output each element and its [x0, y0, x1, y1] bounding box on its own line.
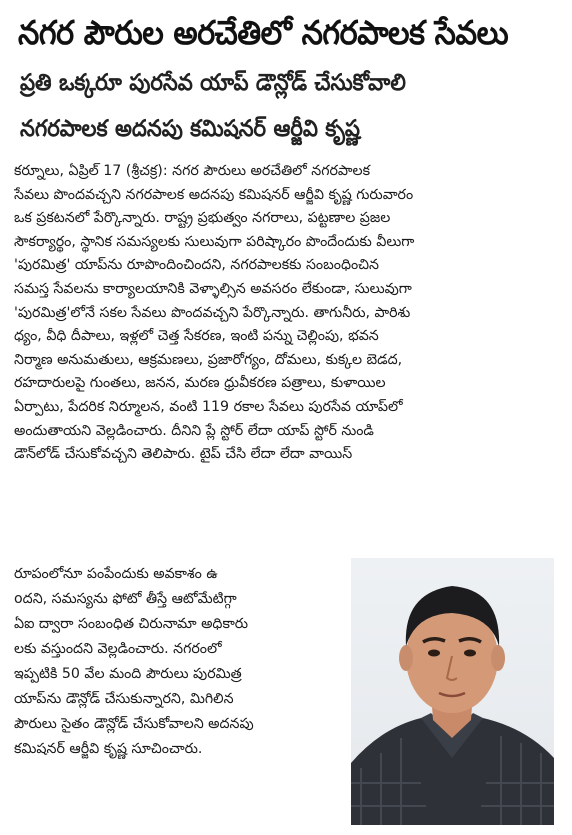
- body-line: కర్నూలు, ఏప్రిల్ 17 (శ్రీచక్ర): నగర పౌరులు అరచేతిలో నగరపాలక: [14, 163, 371, 179]
- commissioner-portrait-photo: [351, 558, 554, 825]
- body-line: పౌరులు సైతం డౌన్లోడ్ చేసుకోవాలని అదనపు: [14, 716, 254, 732]
- article-headline: నగర పౌరుల అరచేతిలో నగరపాలక సేవలు: [18, 13, 509, 52]
- body-line: oదని, సమస్యను ఫోటో తీస్తే ఆటోమేటిగ్గా: [14, 591, 237, 607]
- body-line: ధ్యం, వీధి దీపాలు, ఇళ్లలో చెత్త సేకరణ, ఇంటి పన్ను చెల్లింపు, భవన: [14, 328, 379, 345]
- article-subheadline-1: ప్రతి ఒక్కరూ పురసేవ యాప్ డౌన్లోడ్ చేసుకోవాలి: [20, 70, 406, 96]
- body-line: కమిషనర్ ఆర్జీవి కృష్ణ సూచించారు.: [14, 741, 203, 757]
- body-line: 'పురమిత్ర' యాప్‌ను రూపొందించిందని, నగరపాలకకు సంబంధించిన: [14, 257, 379, 274]
- body-line: ఇప్పటికి 50 వేల మంది పౌరులు పురమిత్ర: [14, 666, 242, 682]
- body-line: సేవలు పొందవచ్చని నగరపాలక అదనపు కమిషనర్ ఆర్జీవి కృష్ణ గురువారం: [14, 186, 414, 203]
- body-line: రహదారులపై గుంతలు, జనన, మరణ ధ్రువీకరణ పత్రాలు, కుళాయిల: [14, 375, 386, 392]
- body-line: 'పురమిత్ర'లోనే సకల సేవలు పొందవచ్చని పేర్కొన్నారు. తాగునీరు, పారిశు: [14, 304, 411, 321]
- article-body-wrapped: [14, 562, 349, 762]
- body-line: యాప్‌ను డౌన్లోడ్ చేసుకున్నారని, మిగిలిన: [14, 691, 234, 707]
- body-line: అందుతాయని వెల్లడించారు. దీనిని ప్లే స్టోర్ లేదా యాప్ స్టోర్ నుండి: [14, 422, 374, 439]
- body-line: సమస్త సేవలను కార్యాలయానికి వెళ్ళాల్సిన అవసరం లేకుండా, సులువుగా: [14, 280, 412, 297]
- article-subheadline-2: నగరపాలక అదనపు కమిషనర్ ఆర్జీవి కృష్ణ: [20, 116, 360, 142]
- cropped-previous-line: [0, 0, 572, 8]
- portrait-icon: [351, 558, 554, 825]
- body-line: డౌన్‌లోడ్ చేసుకోవచ్చని తెలిపారు. టైప్ చేసి లేదా లేదా వాయిస్: [14, 446, 353, 463]
- body-line: ఏఐ ద్వారా సంబంధిత చిరునామా అధికారు: [14, 616, 249, 632]
- article-body: [14, 160, 559, 467]
- body-line: లకు వస్తుందని వెల్లడించారు. నగరంలో: [14, 641, 222, 657]
- body-line: నిర్మాణ అనుమతులు, ఆక్రమణలు, ప్రజారోగ్యం, దోమలు, కుక్కల బెడద,: [14, 351, 403, 368]
- body-line: సౌకర్యార్థం, స్థానిక సమస్యలకు సులువుగా పరిష్కారం పొందేందుకు వీలుగా: [14, 233, 415, 250]
- body-line: ఏర్పాటు, పేదరిక నిర్మూలన, వంటి 119 రకాల సేవలు పురసేవ యాప్‌లో: [14, 398, 403, 415]
- body-line: రూపంలోనూ పంపేందుకు అవకాశం ఉ: [14, 566, 218, 582]
- body-line: ఒక ప్రకటనలో పేర్కొన్నారు. రాష్ట్ర ప్రభుత్వం నగరాలు, పట్టణాల ప్రజల: [14, 210, 391, 227]
